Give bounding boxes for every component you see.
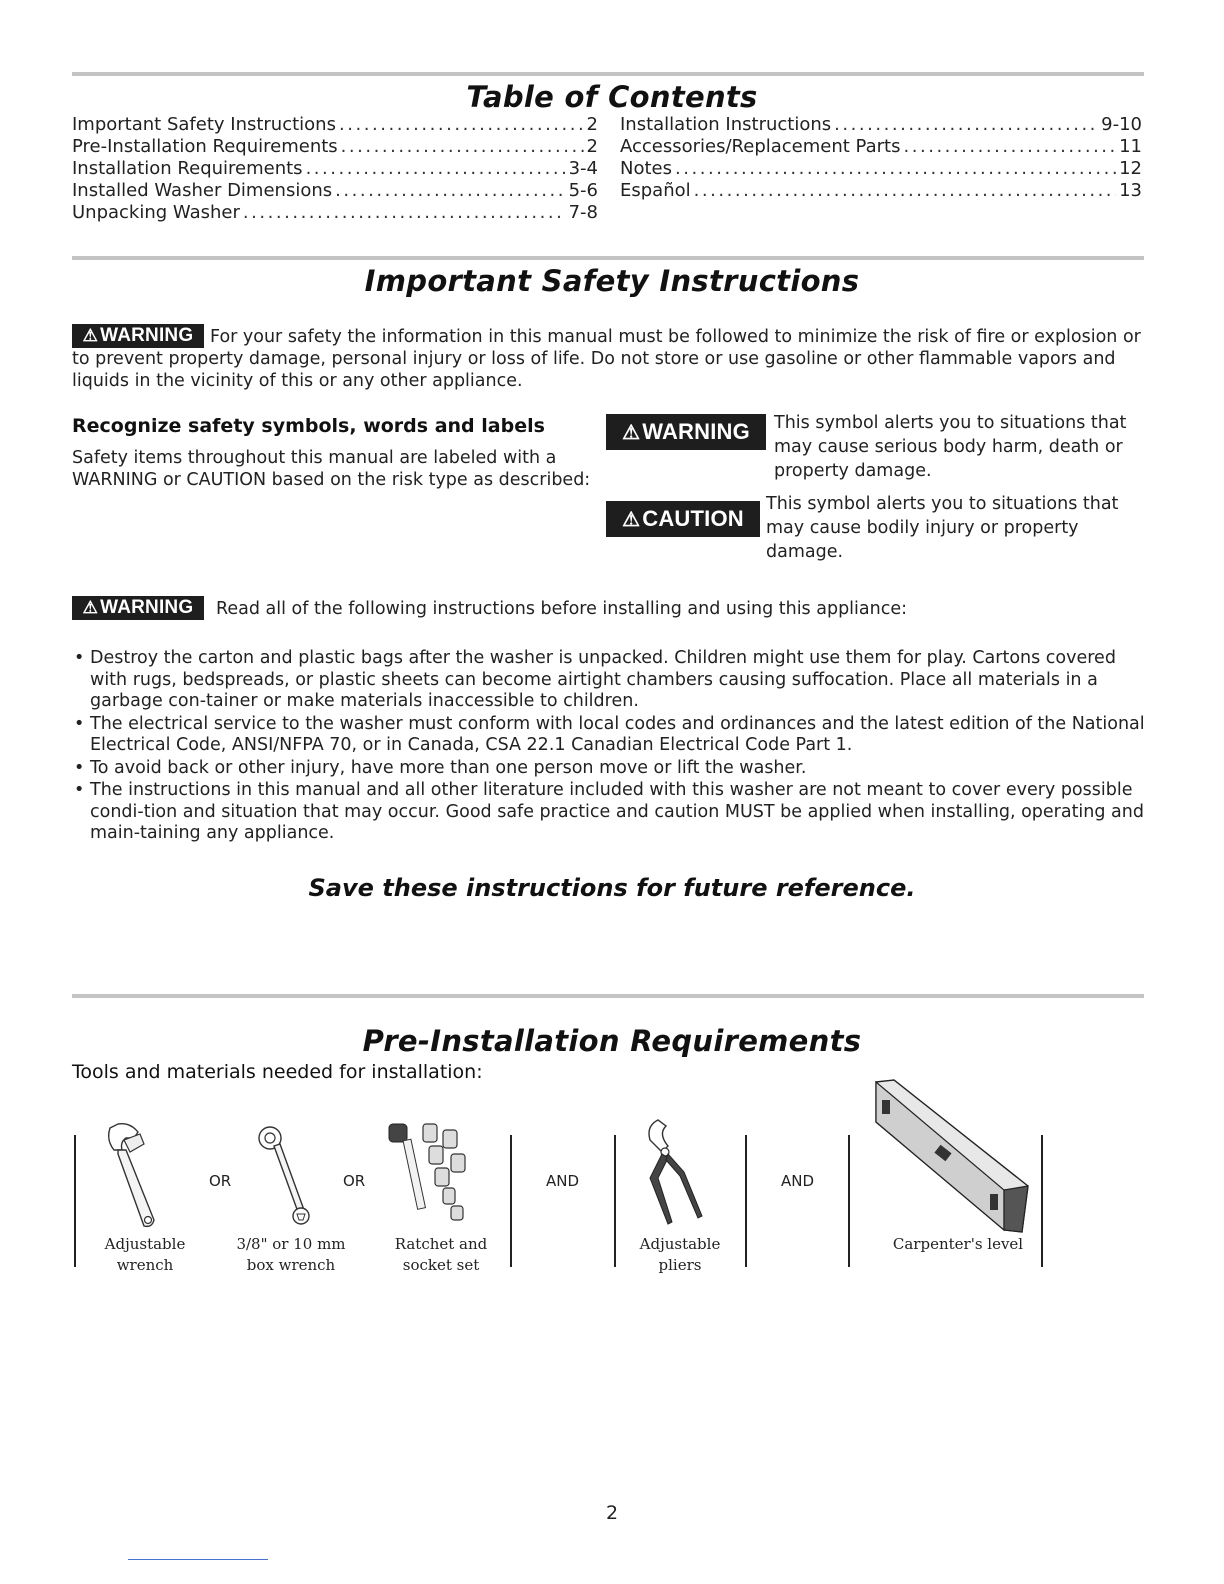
read-all-text: Read all of the following instructions before installing and using this appliance: (216, 599, 908, 619)
list-item: • The instructions in this manual and all other literature included with this washer are not meant to cover every possible condi-tion and situation that may occur. Good safe practice and caution MUST be applied when installing, operating and main-taining any appliance. (72, 780, 1152, 845)
toc-entry-label: Installation Instructions (620, 114, 832, 135)
tool-label-adjustable-wrench: Adjustable wrench (104, 1235, 186, 1274)
toc-entry[interactable] (620, 180, 1142, 202)
caution-symbol-description: This symbol alerts you to situations that may cause bodily injury or property damage. (766, 494, 1119, 562)
tool-label-ratchet-socket-set: Ratchet and socket set (394, 1235, 488, 1274)
warning-triangle-icon: ⚠ (622, 421, 641, 444)
safety-bullet-list (72, 648, 1152, 846)
safety-intro-text: For your safety the information in this manual must be followed to minimize the risk of fire or explosion or to prevent property damage, personal injury or loss of life. Do not store or use gasoline or other flammable vapors and liquids in the vicinity of this or any other appliance. (72, 327, 1141, 391)
warning-symbol-badge (606, 414, 766, 450)
caution-triangle-icon: ⚠ (622, 508, 641, 531)
toc-entry[interactable] (72, 114, 598, 136)
box-wrench-icon (256, 1124, 316, 1228)
toc-entry[interactable] (72, 202, 598, 224)
adjustable-wrench-icon (100, 1120, 170, 1232)
tools-subtitle: Tools and materials needed for installation: (72, 1061, 483, 1083)
or-label: OR (209, 1172, 232, 1190)
toc-left-column (72, 114, 598, 224)
toc-right-column (620, 114, 1142, 202)
safety-top-rule (72, 256, 1144, 260)
toc-entry[interactable] (620, 158, 1142, 180)
preinstall-title: Pre-Installation Requirements (362, 1024, 862, 1058)
toc-entry-label: Pre-Installation Requirements (72, 136, 338, 157)
toc-entry-label: Installation Requirements (72, 158, 303, 179)
warning-badge-label: WARNING (100, 325, 194, 346)
list-item: • Destroy the carton and plastic bags after the washer is unpacked. Children might use them for play. Cartons covered with rugs, bedspreads, or plastic sheets can become airtight chambers causing suffocation. Place all materials in a garbage con-tainer or make materials inaccessible to children. (72, 648, 1152, 713)
footer-link-line (128, 1559, 268, 1560)
toc-entry[interactable] (72, 180, 598, 202)
caution-badge-label: CAUTION (642, 506, 744, 531)
warning-triangle-icon: ⚠ (82, 326, 99, 345)
warning-triangle-icon: ⚠ (82, 598, 99, 617)
safety-title: Important Safety Instructions (364, 264, 860, 298)
toc-entry-label: Accessories/Replacement Parts (620, 136, 901, 157)
divider (74, 1135, 76, 1267)
toc-entry-page: 2 (586, 114, 598, 135)
save-instructions-note: Save these instructions for future reference. (308, 874, 916, 902)
tool-label-adjustable-pliers: Adjustable pliers (639, 1235, 721, 1274)
toc-entry-label: Installed Washer Dimensions (72, 180, 333, 201)
divider (510, 1135, 512, 1267)
or-label: OR (343, 1172, 366, 1190)
toc-entry-page: 2 (586, 136, 598, 157)
warning-badge-label: WARNING (100, 597, 194, 618)
symbols-text: Safety items throughout this manual are labeled with a WARNING or CAUTION based on the risk type as described: (72, 448, 591, 490)
divider (745, 1135, 747, 1267)
caution-symbol-badge (606, 501, 760, 537)
carpenters-level-icon (872, 1078, 1032, 1236)
divider (1041, 1135, 1043, 1267)
toc-entry-page: 11 (1119, 136, 1142, 157)
toc-entry[interactable] (620, 136, 1142, 158)
toc-title: Table of Contents (466, 80, 758, 114)
page-number: 2 (605, 1502, 619, 1524)
tool-label-carpenters-level: Carpenter's level (892, 1235, 1024, 1253)
and-label: AND (781, 1172, 815, 1190)
warning-badge (72, 596, 204, 620)
list-item: • To avoid back or other injury, have more than one person move or lift the washer. (72, 758, 1152, 780)
toc-entry[interactable] (620, 114, 1142, 136)
warning-badge-label: WARNING (642, 419, 750, 444)
toc-entry[interactable] (72, 136, 598, 158)
tool-label-box-wrench: 3/8" or 10 mm box wrench (236, 1235, 346, 1274)
ratchet-socket-set-icon (385, 1118, 485, 1228)
warning-symbol-description: This symbol alerts you to situations that may cause serious body harm, death or property damage. (774, 413, 1127, 481)
adjustable-pliers-icon (632, 1112, 712, 1232)
toc-entry-page: 7-8 (568, 202, 598, 223)
toc-entry[interactable] (72, 158, 598, 180)
toc-entry-page: 3-4 (568, 158, 598, 179)
toc-entry-label: Español (620, 180, 691, 201)
symbols-heading: Recognize safety symbols, words and labels (72, 415, 545, 437)
divider (848, 1135, 850, 1267)
toc-entry-page: 13 (1119, 180, 1142, 201)
and-label: AND (546, 1172, 580, 1190)
list-item: • The electrical service to the washer must conform with local codes and ordinances and the latest edition of the National Electrical Code, ANSI/NFPA 70, or in Canada, CSA 22.1 Canadian Electrical Code Part 1. (72, 714, 1152, 757)
toc-top-rule (72, 72, 1144, 76)
toc-entry-label: Unpacking Washer (72, 202, 240, 223)
preinstall-top-rule (72, 994, 1144, 998)
divider (614, 1135, 616, 1267)
toc-entry-label: Notes (620, 158, 672, 179)
toc-entry-page: 12 (1119, 158, 1142, 179)
toc-entry-page: 5-6 (568, 180, 598, 201)
toc-entry-page: 9-10 (1101, 114, 1142, 135)
toc-entry-label: Important Safety Instructions (72, 114, 336, 135)
